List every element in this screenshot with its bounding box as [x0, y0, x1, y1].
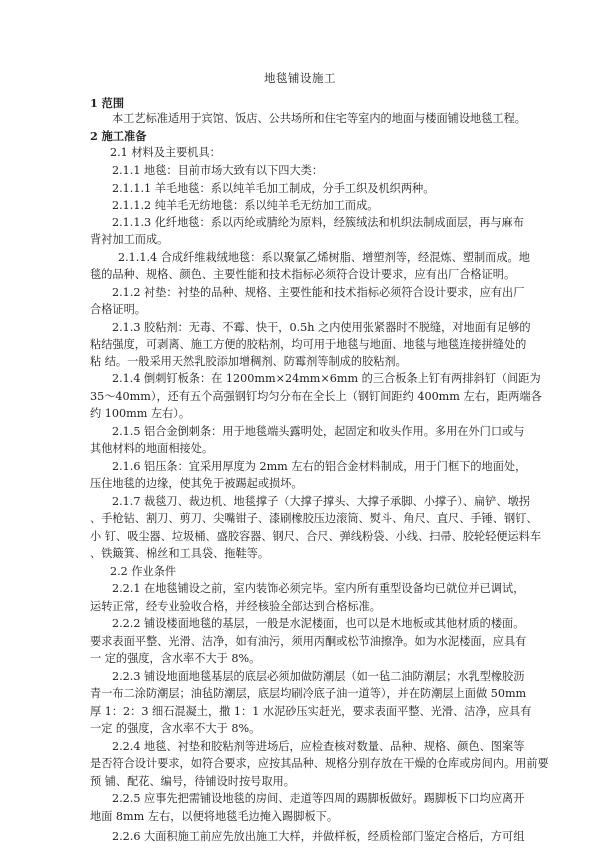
paragraph-line: 小 钉、吸尘器、垃圾桶、盛胶容器、钢尺、合尺、弹线粉袋、小线、扫帚、胶轮轻便运料车: [90, 530, 542, 543]
paragraph-line: 压住地毯的边缘，使其免于被踢起或损坏。: [90, 477, 303, 490]
paragraph-line: 毯的品种、规格、颜色、主要性能和技术指标必须符合设计要求，应有出厂合格证明。: [90, 268, 516, 281]
paragraph-line: 2.1.1.2 纯羊毛无纺地毯：系以纯羊毛无纺加工而成。: [112, 199, 379, 212]
document-title: 地毯铺设施工: [264, 71, 336, 85]
paragraph-line: 是否符合设计要求，如符合要求，应按其品种、规格分别存放在干燥的仓库或房间内。用前要: [90, 757, 549, 770]
paragraph-line: 2.1.6 铝压条：宜采用厚度为 2mm 左右的铝合金材料制成，用于门框下的地面处，: [112, 460, 527, 473]
paragraph-line: 2.2.5 应事先把需铺设地毯的房间、走道等四周的踢脚板做好。踢脚板下口均应离开: [112, 792, 525, 805]
section-heading-preparation: 2 施工准备: [90, 129, 147, 143]
paragraph-line: 2.1.1.4 合成纤维栽绒地毯：系以聚氯乙烯树脂、增塑剂等，经混炼、塑制而成。地: [118, 251, 530, 264]
subsection-heading: 2.2 作业条件: [110, 565, 177, 578]
subsection-heading: 2.1 材料及主要机具：: [110, 146, 221, 159]
paragraph-line: 约 100mm 左右）。: [90, 407, 191, 420]
paragraph-line: 一定 的强度，含水率不大于 8%。: [90, 722, 261, 735]
paragraph-line: 、手枪钻、割刀、剪刀、尖嘴钳子、漆刷橡胶压边滚筒、熨斗、角尺、直尺、手锤、钢钉、: [90, 512, 538, 525]
paragraph-line: 青一布二涂防潮层；油毡防潮层，底层均刷冷底子油一道等），并在防潮层上面做 50mm: [90, 687, 527, 700]
paragraph-line: 2.2.1 在地毯铺设之前，室内装饰必须完毕。室内所有重型设备均已就位并已调试，: [112, 582, 525, 595]
paragraph-line: 2.2.6 大面积施工前应先放出施工大样，并做样板，经质检部门鉴定合格后，方可组: [112, 830, 525, 843]
paragraph-line: 其他材料的地面相接处。: [90, 442, 214, 455]
paragraph-line: 2.1.5 铝合金倒刺条：用于地毯端头露明处，起固定和收头作用。多用在外门口或与: [112, 425, 525, 438]
paragraph-line: 2.1.1.3 化纤地毯：系以丙纶或腈纶为原料，经簇绒法和机织法制成面层，再与麻布: [112, 216, 524, 229]
paragraph-line: 35～40mm），还有五个高强钢钉均匀分布在全长上（钢钉间距约 400mm 左右，距两端各: [90, 390, 542, 403]
paragraph-line: 粘 结。一般采用天然乳胶添加增稠剂、防霉剂等制成的胶粘剂。: [90, 355, 407, 368]
paragraph-line: 一 定的强度，含水率不大于 8%。: [90, 652, 261, 665]
paragraph-line: 2.2.2 铺设楼面地毯的基层，一般是水泥楼面，也可以是木地板或其他材质的楼面。: [112, 617, 525, 630]
paragraph-line: 2.2.4 地毯、衬垫和胶粘剂等进场后，应检查核对数量、品种、规格、颜色、图案等: [112, 740, 525, 753]
paragraph-line: 、铁簸箕、棉丝和工具袋、拖鞋等。: [90, 547, 270, 560]
paragraph-line: 2.1.2 衬垫：衬垫的品种、规格、主要性能和技术指标必须符合设计要求，应有出厂: [112, 286, 525, 299]
paragraph-line: 粘结强度，可剥离、施工方便的胶粘剂，均可用于地毯与地面、地毯与地毯连接拼缝处的: [90, 338, 527, 351]
paragraph-line: 要求表面平整、光滑、洁净，如有油污，须用丙酮或松节油擦净。如为水泥楼面，应具有: [90, 635, 527, 648]
paragraph-line: 2.2.3 铺设地面地毯基层的底层必须加做防潮层（如一毡二油防潮层；水乳型橡胶沥: [112, 670, 525, 683]
paragraph-line: 预 铺、配花、编号，待铺设时按号取用。: [90, 775, 295, 788]
paragraph-line: 地面 8mm 左右，以便将地毯毛边掩入踢脚板下。: [90, 810, 339, 823]
paragraph-line: 合格证明。: [90, 303, 146, 316]
paragraph-line: 背衬加工而成。: [90, 233, 169, 246]
paragraph-line: 2.1.1 地毯：目前市场大致有以下四大类：: [112, 164, 324, 177]
paragraph-line: 运转正常，经专业验收合格，并经核验全部达到合格标准。: [90, 600, 381, 613]
paragraph-line: 2.1.1.1 羊毛地毯：系以纯羊毛加工制成，分手工织及机织两种。: [112, 182, 435, 195]
paragraph-line: 本工艺标准适用于宾馆、饭店、公共场所和住宅等室内的地面与楼面铺设地毯工程。: [112, 112, 526, 125]
section-heading-scope: 1 范围: [90, 96, 125, 110]
paragraph-line: 2.1.4 倒刺钉板条：在 1200mm×24mm×6mm 的三合板条上钉有两排斜钉（间距为: [112, 372, 541, 385]
paragraph-line: 厚 1：2：3 细石混凝土，撒 1：1 水泥砂压实赶光，要求表面平整、光滑、洁净，应具有: [90, 705, 532, 718]
paragraph-line: 2.1.7 裁毯刀、裁边机、地毯撑子（大撑子撑头、大撑子承脚、小撑子）、扁铲、墩拐: [112, 495, 530, 508]
paragraph-line: 2.1.3 胶粘剂：无毒、不霉、快干，0.5h 之内使用张紧器时不脱缝，对地面有足够的: [112, 321, 531, 334]
